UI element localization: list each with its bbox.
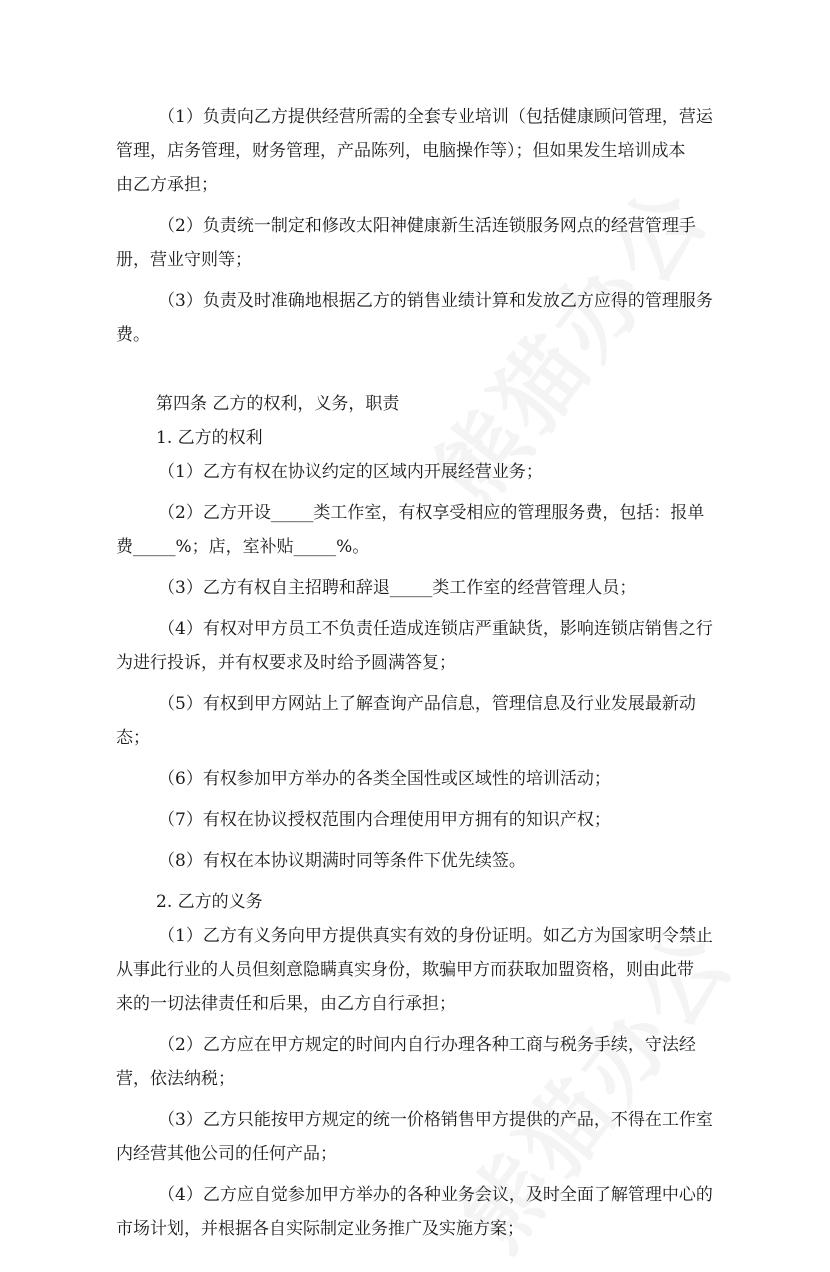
section-gap — [116, 359, 716, 387]
document-body — [116, 100, 716, 1253]
text-line: 从事此行业的人员但刻意隐瞒真实身份，欺骗甲方而获取加盟资格，则由此带 — [116, 960, 694, 980]
text-line: （2）乙方开设_____类工作室，有权享受相应的管理服务费，包括：报单 — [158, 503, 705, 523]
text-line: （2）乙方应在甲方规定的时间内自行办理各种工商与税务手续，守法经 — [158, 1035, 696, 1055]
text-line: （3）乙方只能按甲方规定的统一价格销售甲方提供的产品，不得在工作室 — [158, 1110, 713, 1130]
text-line: （5）有权到甲方网站上了解查询产品信息，管理信息及行业发展最新动 — [158, 694, 696, 714]
text-line: 费_____%；店，室补贴_____%。 — [116, 537, 370, 557]
text-line: （1）负责向乙方提供经营所需的全套专业培训（包括健康顾问管理，营运 — [158, 107, 713, 127]
text-line: 由乙方承担； — [116, 175, 218, 195]
text-line: （2）负责统一制定和修改太阳神健康新生活连锁服务网点的经营管理手 — [158, 216, 696, 236]
text-line: （8）有权在本协议期满时同等条件下优先续签。 — [158, 851, 526, 871]
text-line: （1）乙方有权在协议约定的区域内开展经营业务； — [158, 462, 543, 482]
text-line: 管理，店务管理，财务管理，产品陈列，电脑操作等）；但如果发生培训成本 — [116, 141, 686, 161]
right-item-4 — [116, 612, 716, 680]
rights-heading: 1. 乙方的权利 — [156, 428, 263, 448]
right-item-5 — [116, 687, 716, 755]
duties-heading: 2. 乙方的义务 — [156, 892, 263, 912]
duty-item-4 — [116, 1178, 716, 1246]
text-line: （1）乙方有义务向甲方提供真实有效的身份证明。如乙方为国家明令禁止 — [158, 926, 713, 946]
right-item-8 — [116, 844, 716, 878]
text-line: 市场计划，并根据各自实际制定业务推广及实施方案； — [116, 1219, 524, 1239]
clause-3-item-1 — [116, 100, 716, 202]
text-line: （6）有权参加甲方举办的各类全国性或区域性的培训活动； — [158, 769, 611, 789]
text-line: 态； — [116, 728, 150, 748]
text-line: （3）乙方有权自主招聘和辞退_____类工作室的经营管理人员； — [158, 578, 637, 598]
duty-item-3 — [116, 1103, 716, 1171]
text-line: （4）有权对甲方员工不负责任造成连锁店严重缺货，影响连锁店销售之行 — [158, 619, 713, 639]
duty-item-1 — [116, 919, 716, 1021]
text-line: 内经营其他公司的任何产品； — [116, 1144, 337, 1164]
text-line: （7）有权在协议授权范围内合理使用甲方拥有的知识产权； — [158, 810, 611, 830]
duty-item-2 — [116, 1028, 716, 1096]
article-4-title: 第四条 乙方的权利，义务，职责 — [156, 394, 400, 414]
right-item-3 — [116, 571, 716, 605]
text-line: 营，依法纳税； — [116, 1069, 235, 1089]
right-item-7 — [116, 803, 716, 837]
right-item-2 — [116, 496, 716, 564]
text-line: （4）乙方应自觉参加甲方举办的各种业务会议，及时全面了解管理中心的 — [158, 1185, 713, 1205]
clause-3-item-3 — [116, 284, 716, 352]
text-line: 来的一切法律责任和后果，由乙方自行承担； — [116, 994, 456, 1014]
clause-3-item-2 — [116, 209, 716, 277]
right-item-1 — [116, 455, 716, 489]
text-line: 册，营业守则等； — [116, 250, 252, 270]
right-item-6 — [116, 762, 716, 796]
text-line: 费。 — [116, 325, 150, 345]
text-line: 为进行投诉，并有权要求及时给予圆满答复； — [116, 653, 456, 673]
text-line: （3）负责及时准确地根据乙方的销售业绩计算和发放乙方应得的管理服务 — [158, 291, 713, 311]
